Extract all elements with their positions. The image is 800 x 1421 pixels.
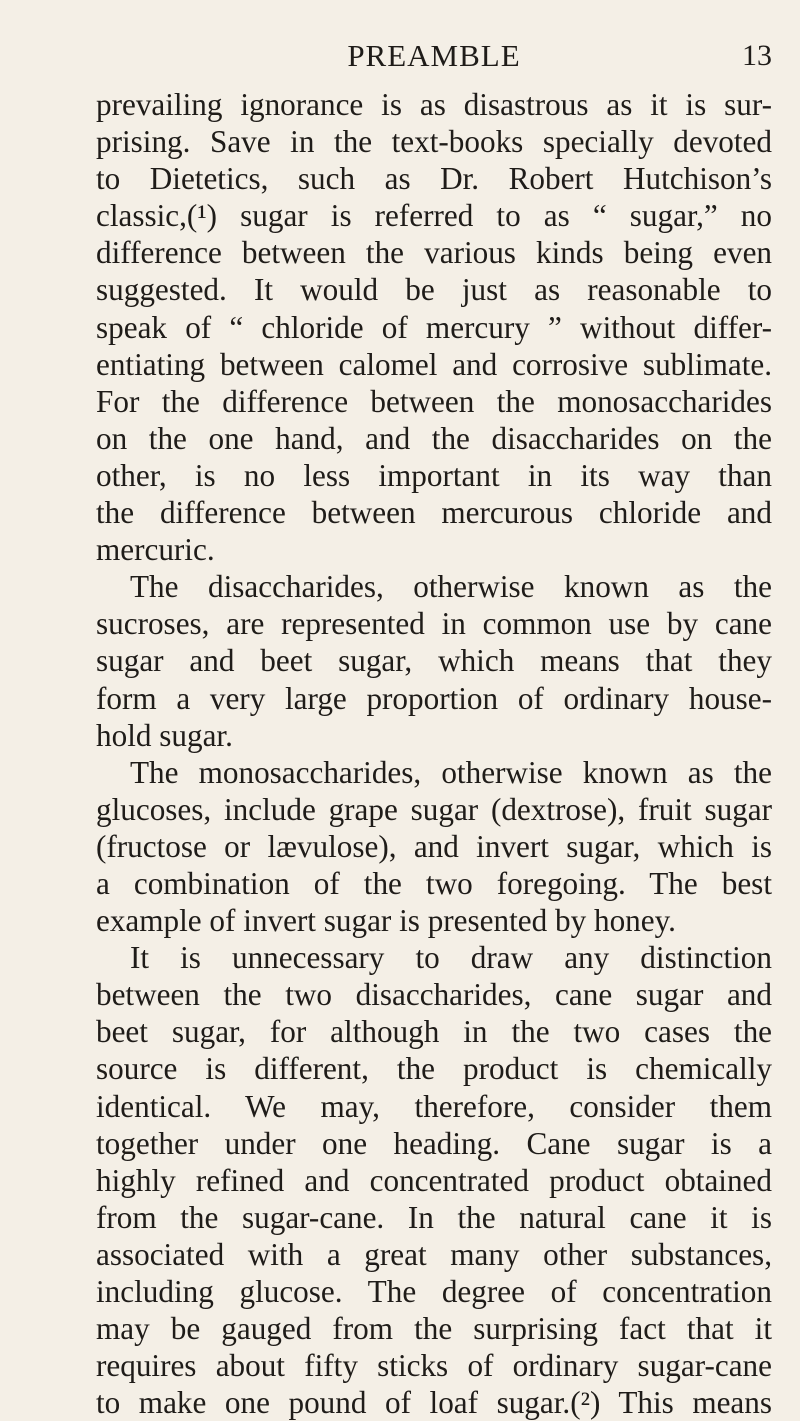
text-line: classic,(¹) sugar is referred to as “ sugar,” no (96, 198, 772, 234)
text-line: suggested. It would be just as reasonable to (96, 272, 772, 308)
text-line: on the one hand, and the disaccharides on the (96, 420, 772, 456)
text-line: entiating between calomel and corrosive sublimate. (96, 346, 772, 382)
text-line: to make one pound of loaf sugar.(²) This means (96, 1385, 772, 1421)
page-number: 13 (742, 39, 772, 72)
text-line: hold sugar. (96, 717, 233, 753)
text-line: together under one heading. Cane sugar is a (96, 1125, 772, 1161)
text-line: It is unnecessary to draw any distinction (130, 940, 772, 976)
text-line: between the two disaccharides, cane sugar and (96, 977, 772, 1013)
text-line: the difference between mercurous chloride and (96, 495, 772, 531)
text-line: difference between the various kinds being even (96, 235, 772, 271)
text-line: may be gauged from the surprising fact that it (96, 1311, 772, 1347)
text-line: from the sugar-cane. In the natural cane it is (96, 1199, 772, 1235)
text-line: identical. We may, therefore, consider them (96, 1088, 772, 1124)
text-line: glucoses, include grape sugar (dextrose), fruit sugar (96, 791, 772, 827)
body-text (96, 86, 772, 1421)
text-line: speak of “ chloride of mercury ” without differ- (96, 309, 772, 345)
text-line: to Dietetics, such as Dr. Robert Hutchison’s (96, 161, 772, 197)
text-line: associated with a great many other substances, (96, 1236, 772, 1272)
chapter-title: PREAMBLE (347, 38, 521, 73)
text-line: The monosaccharides, otherwise known as the (130, 754, 772, 790)
text-line: The disaccharides, otherwise known as the (130, 569, 772, 605)
text-line: other, is no less important in its way than (96, 457, 772, 493)
text-line: prevailing ignorance is as disastrous as it is sur- (96, 87, 772, 122)
text-line: requires about fifty sticks of ordinary sugar-cane (96, 1348, 772, 1384)
text-line: example of invert sugar is presented by honey. (96, 903, 676, 939)
text-line: including glucose. The degree of concentration (96, 1274, 772, 1309)
text-line: sucroses, are represented in common use by cane (96, 606, 772, 642)
text-line: a combination of the two foregoing. The best (96, 865, 772, 901)
text-line: sugar and beet sugar, which means that they (96, 643, 772, 679)
text-line: mercuric. (96, 532, 215, 568)
running-header (96, 34, 772, 78)
text-line: highly refined and concentrated product obtained (96, 1162, 772, 1198)
text-line: source is different, the product is chemically (96, 1051, 772, 1087)
text-line: (fructose or lævulose), and invert sugar, which is (96, 828, 772, 864)
text-line: form a very large proportion of ordinary house- (96, 680, 772, 716)
text-line: beet sugar, for although in the two cases the (96, 1014, 772, 1050)
text-line: prising. Save in the text-books specially devoted (96, 124, 772, 160)
text-line: For the difference between the monosaccharides (96, 383, 772, 419)
